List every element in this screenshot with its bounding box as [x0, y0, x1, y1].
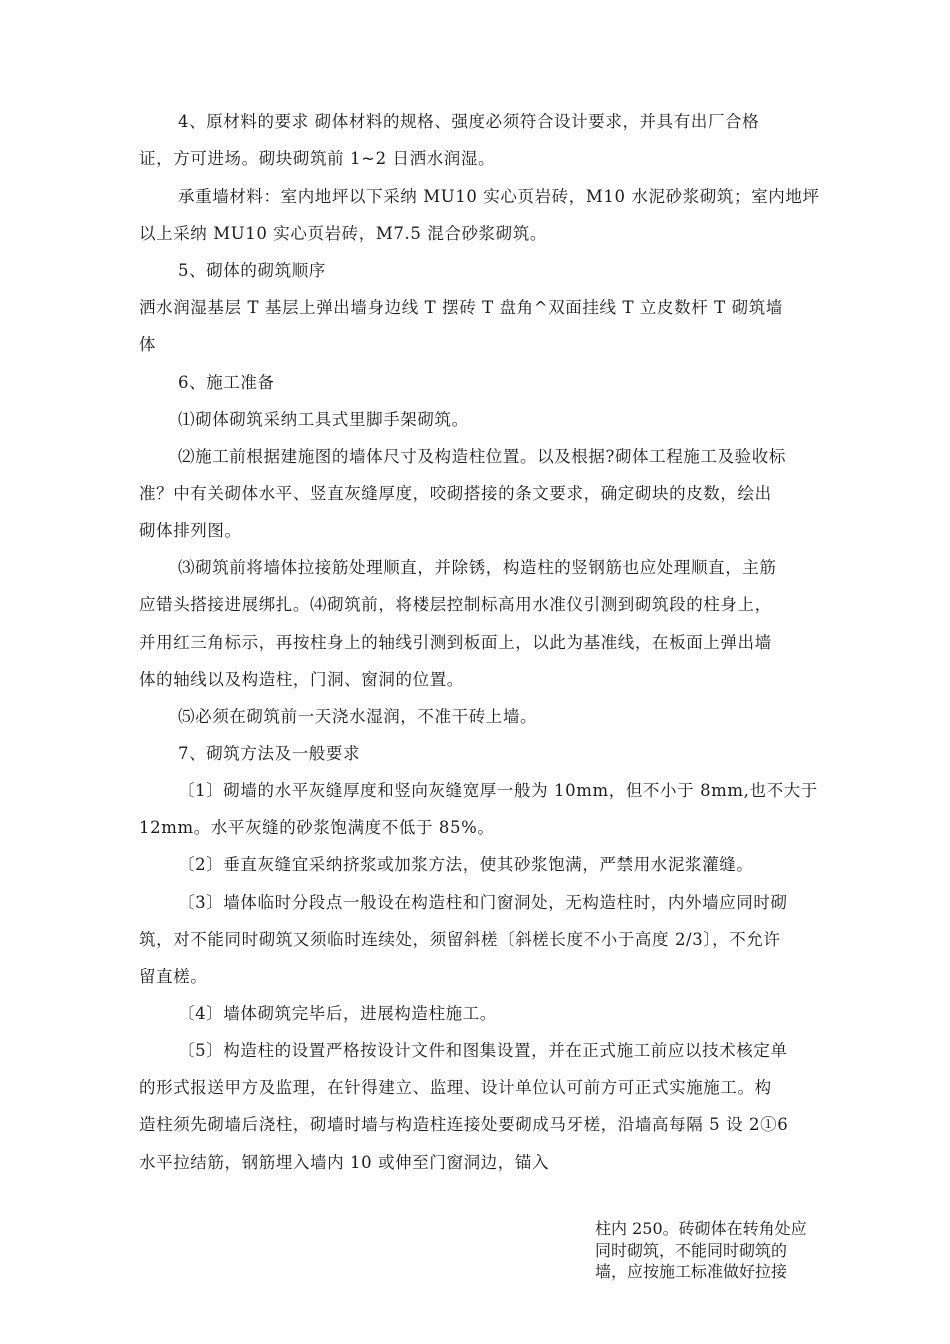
- text-line: 的形式报送甲方及监理，在针得建立、监理、设计单位认可前方可正式实施施工。构: [139, 1078, 772, 1097]
- text-line: 证，方可进场。砌块砌筑前 1~2 日洒水润湿。: [139, 149, 496, 168]
- text-line: ⑶砌筑前将墙体拉接筋处理顺直，并除锈，构造柱的竖钢筋也应处理顺直，主筋: [178, 558, 777, 577]
- text-line: ⑸必须在砌筑前一天浇水湿润，不准干砖上墙。: [178, 707, 538, 726]
- text-line: ⑵施工前根据建施图的墙体尺寸及构造柱位置。以及根据?砌体工程施工及验收标: [178, 447, 786, 466]
- text-line: 〔3〕墙体临时分段点一般设在构造柱和门窗洞处，无构造柱时，内外墙应同时砌: [178, 893, 788, 912]
- text-line: ⑴砌体砌筑采纳工具式里脚手架砌筑。: [178, 410, 469, 429]
- text-line: 12mm。水平灰缝的砂浆饱满度不低于 85%。: [139, 818, 495, 837]
- text-line: 〔1〕砌墙的水平灰缝厚度和竖向灰缝宽厚一般为 10mm，但不小于 8mm,也不大于: [178, 781, 818, 800]
- text-line: 体的轴线以及构造柱，门洞、窗洞的位置。: [139, 670, 464, 689]
- text-line: 造柱须先砌墙后浇柱，砌墙时墙与构造柱连接处要砌成马牙槎，沿墙高每隔 5 设 2①6: [139, 1115, 789, 1134]
- text-line: 洒水润湿基层 T 基层上弹出墙身边线 T 摆砖 T 盘角^双面挂线 T 立皮数杆 T 砌筑墙: [139, 298, 783, 317]
- text-line: 以上采纳 MU10 实心页岩砖，M7.5 混合砂浆砌筑。: [139, 224, 547, 243]
- text-line: 筑，对不能同时砌筑又须临时连续处，须留斜槎〔斜槎长度不小于高度 2/3〕，不允许: [139, 930, 781, 949]
- overflow-text-line: 同时砌筑，不能同时砌筑的: [595, 1240, 788, 1260]
- overflow-text-block: [595, 1218, 835, 1283]
- text-line: 准？中有关砌体水平、竖直灰缝厚度，咬砌搭接的条文要求，确定砌块的皮数，绘出: [139, 484, 772, 503]
- section-heading: 7、砌筑方法及一般要求: [178, 744, 361, 763]
- text-line: 〔5〕构造柱的设置严格按设计文件和图集设置，并在正式施工前应以技术核定单: [178, 1041, 788, 1060]
- text-line: 并用红三角标示，再按柱身上的轴线引测到板面上，以此为基准线，在板面上弹出墙: [139, 633, 772, 652]
- text-line: 应错头搭接进展绑扎。⑷砌筑前，将楼层控制标高用水准仪引测到砌筑段的柱身上，: [139, 595, 772, 614]
- text-line: 承重墙材料：室内地坪以下采纳 MU10 实心页岩砖，M10 水泥砂浆砌筑；室内地坪: [178, 187, 820, 206]
- text-line: 体: [139, 335, 157, 354]
- section-heading: 6、施工准备: [178, 373, 275, 392]
- overflow-text-line: 墙，应按施工标准做好拉接: [595, 1262, 788, 1281]
- text-line: 4、原材料的要求 砌体材料的规格、强度必须符合设计要求，并具有出厂合格: [178, 112, 760, 131]
- section-heading: 5、砌体的砌筑顺序: [178, 261, 326, 280]
- overflow-text-line: 柱内 250。砖砌体在转角处应: [595, 1219, 807, 1238]
- text-line: 砌体排列图。: [139, 521, 242, 540]
- text-line: 留直槎。: [139, 967, 208, 986]
- text-line: 〔4〕墙体砌筑完毕后，进展构造柱施工。: [178, 1004, 497, 1023]
- text-line: 〔2〕垂直灰缝宜采纳挤浆或加浆方法，使其砂浆饱满，严禁用水泥浆灌缝。: [178, 855, 754, 874]
- text-line: 水平拉结筋，钢筋埋入墙内 10 或伸至门窗洞边，锚入: [139, 1153, 550, 1172]
